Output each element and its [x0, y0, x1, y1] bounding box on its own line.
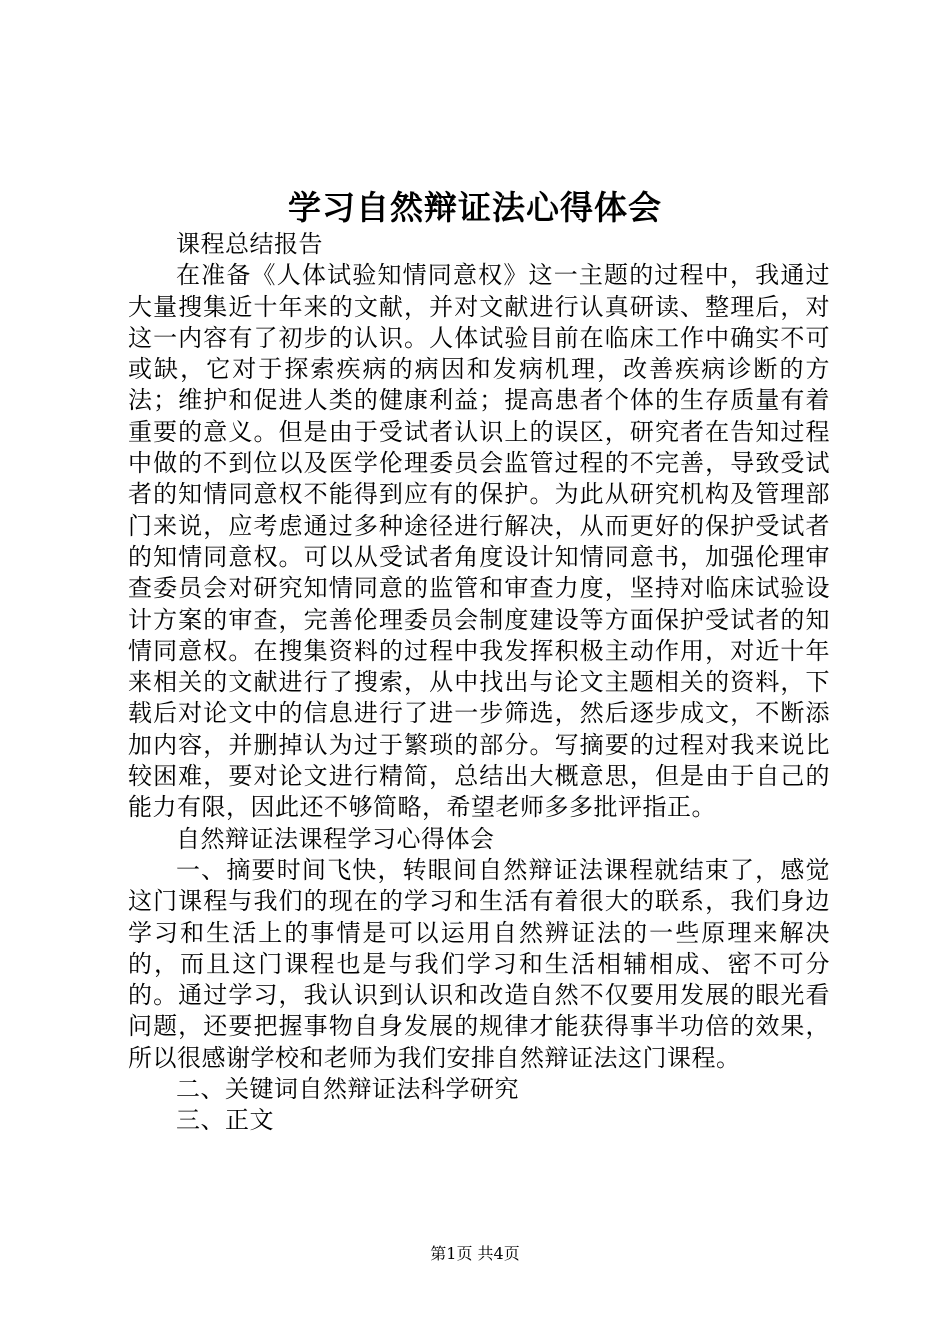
document-body — [128, 229, 830, 1137]
paragraph-report-content: 在准备《人体试验知情同意权》这一主题的过程中，我通过大量搜集近十年来的文献，并对文献进行认真研读、整理后，对这一内容有了初步的认识。人体试验目前在临床工作中确实不可或缺，它对于探索疾病的病因和发病机理，改善疾病诊断的方法；维护和促进人类的健康利益；提高患者个体的生存质量有着重要的意义。但是由于受试者认识上的误区，研究者在告知过程中做的不到位以及医学伦理委员会监管过程的不完善，导致受试者的知情同意权不能得到应有的保护。为此从研究机构及管理部门来说，应考虑通过多种途径进行解决，从而更好的保护受试者的知情同意权。可以从受试者角度设计知情同意书，加强伦理审查委员会对研究知情同意的监管和审查力度，坚持对临床试验设计方案的审查，完善伦理委员会制度建设等方面保护受试者的知情同意权。在搜集资料的过程中我发挥积极主动作用，对近十年来相关的文献进行了搜索，从中找出与论文主题相关的资料，下载后对论文中的信息进行了进一步筛选，然后逐步成文，不断添加内容，并删掉认为过于繁琐的部分。写摘要的过程对我来说比较困难，要对论文进行精简，总结出大概意思，但是由于自己的能力有限，因此还不够简略，希望老师多多批评指正。 — [128, 261, 830, 822]
paragraph-abstract: 一、摘要时间飞快，转眼间自然辩证法课程就结束了，感觉这门课程与我们的现在的学习和生活有着很大的联系，我们身边学习和生活上的事情是可以运用自然辨证法的一些原理来解决的，而且这门课程也是与我们学习和生活相辅相成、密不可分的。通过学习，我认识到认识和改造自然不仅要用发展的眼光看问题，还要把握事物自身发展的规律才能获得事半功倍的效果，所以很感谢学校和老师为我们安排自然辩证法这门课程。 — [128, 855, 830, 1072]
paragraph-report-heading: 课程总结报告 — [176, 230, 323, 258]
paragraph-keywords: 二、关键词自然辩证法科学研究 — [176, 1075, 519, 1104]
page-number-footer: 第1页 共4页 — [430, 1244, 520, 1263]
paragraph-main-text-heading: 三、正文 — [176, 1106, 274, 1135]
document-title: 学习自然辩证法心得体会 — [288, 188, 662, 227]
paragraph-section-heading: 自然辩证法课程学习心得体会 — [176, 824, 495, 853]
